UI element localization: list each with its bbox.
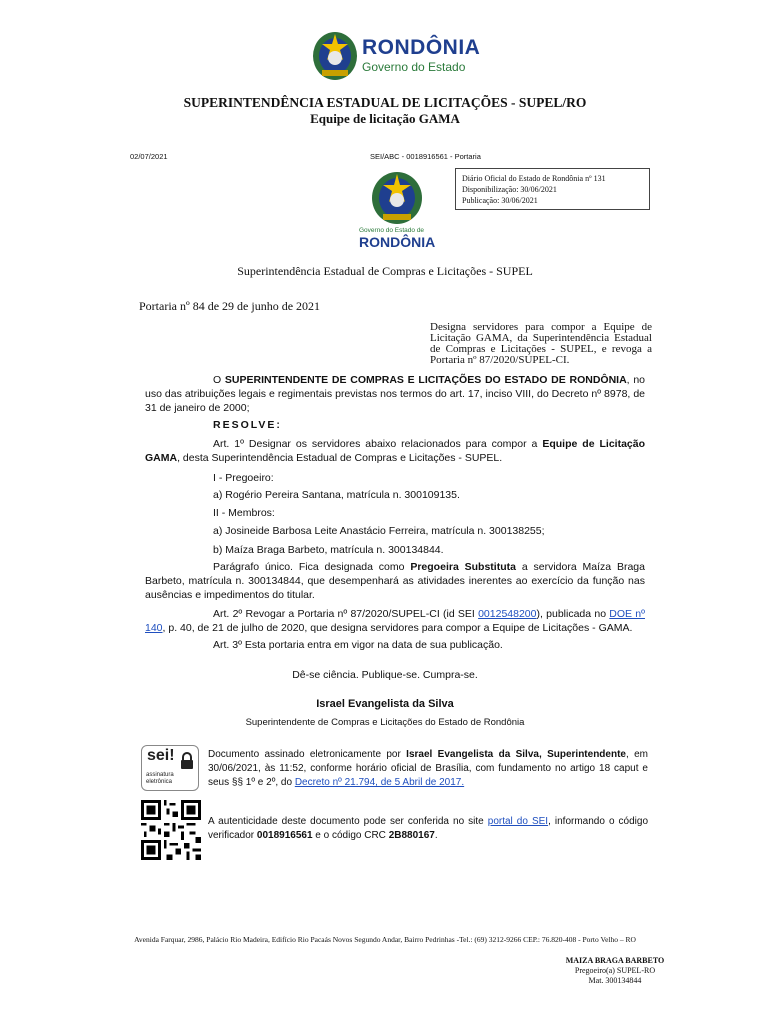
art2-post: , p. 40, de 21 de julho de 2020, que designa servidores para compor a Equipe de Licitações - GAMA.	[162, 622, 633, 634]
opening-paragraph	[145, 373, 645, 415]
auth-end: .	[434, 830, 438, 841]
article-3: Art. 3º Esta portaria entra em vigor na data de sua publicação.	[213, 639, 503, 651]
document-header-subtitle: Equipe de licitação GAMA	[310, 111, 460, 126]
signer-role: Superintendente de Compras e Licitações do Estado de Rondônia	[245, 717, 525, 728]
lock-icon	[180, 752, 194, 770]
opening-bold: SUPERINTENDENTE DE COMPRAS E LICITAÇÕES DO ESTADO DE RONDÔNIA	[224, 374, 627, 386]
logo-brand-text: RONDÔNIA	[362, 36, 481, 59]
sig-pre: Documento assinado eletronicamente por	[208, 749, 407, 760]
doe-link[interactable]: DOE nº 140	[145, 608, 645, 634]
stamp-name: MAIZA BRAGA BARBETO	[565, 956, 665, 965]
opening-pre: O	[213, 374, 225, 386]
sei-logo-subtext: assinatura eletrônica	[146, 772, 174, 785]
art1-bold: Equipe de Licitação GAMA	[145, 438, 646, 464]
paragrafo-pre: Parágrafo único. Fica designada como	[213, 561, 411, 573]
print-date: 02/07/2021	[130, 152, 168, 161]
signer-name: Israel Evangelista da Silva	[316, 698, 454, 710]
portal-sei-link[interactable]: portal do SEI	[487, 816, 549, 827]
portaria-ementa: Designa servidores para compor a Equipe de Licitação GAMA, da Superintendência Estadual de Compras e Licitações - SUPEL, e revoga a Portaria nº 87/2020/SUPEL-CI.	[430, 321, 652, 366]
coat-of-arms-icon	[310, 26, 360, 84]
coat-of-arms-icon	[369, 168, 425, 226]
sei-logo-text: sei!	[147, 747, 175, 764]
opening-post: , no uso das atribuições legais e regimentais previstas nos termos do art. 17, inciso VIII, do Decreto nº 8978, de 31 de janeiro de 2000;	[145, 374, 646, 414]
section-pregoeiro: I - Pregoeiro:	[213, 472, 274, 484]
authenticity-text	[208, 815, 648, 843]
portaria-title: Portaria nº 84 de 29 de junho de 2021	[139, 299, 321, 313]
verifier-code: 0018916561	[256, 830, 313, 841]
doe-line-2: Disponibilização: 30/06/2021	[462, 185, 557, 194]
membros-item-b: b) Maíza Braga Barbeto, matrícula n. 300134844.	[213, 544, 444, 556]
pregoeiro-item-a: a) Rogério Pereira Santana, matrícula n. 300109135.	[213, 489, 460, 501]
document-header-title: SUPERINTENDÊNCIA ESTADUAL DE LICITAÇÕES - SUPEL/RO	[183, 95, 587, 110]
resolve-heading: RESOLVE:	[213, 419, 282, 431]
footer-address: Avenida Farquar, 2986, Palácio Rio Madeira, Edifício Rio Pacaás Novos Segundo Andar, Bairro Pedrinhas -Tel.: (69) 3212-9266 CEP.: 76.820-408 - Porto Velho – RO	[134, 935, 636, 944]
gov-logo-line-1: Governo do Estado de	[359, 227, 425, 234]
doe-line-1: Diário Oficial do Estado de Rondônia nº 131	[462, 174, 606, 183]
electronic-signature-text	[208, 748, 648, 790]
doe-line-3: Publicação: 30/06/2021	[462, 196, 538, 205]
membros-item-a: a) Josineide Barbosa Leite Anastácio Ferreira, matrícula n. 300138255;	[213, 525, 545, 537]
auth-mid2: e o código CRC	[312, 830, 389, 841]
signature-stamp	[530, 956, 700, 986]
agency-name: Superintendência Estadual de Compras e Licitações - SUPEL	[237, 264, 533, 278]
sei-signature-logo	[141, 745, 199, 791]
auth-mid: , informando o código verificador	[208, 816, 648, 841]
art2-pre: Art. 2º Revogar a Portaria nº 87/2020/SUPEL-CI (id SEI	[213, 608, 479, 620]
section-membros: II - Membros:	[213, 507, 275, 519]
article-1	[145, 437, 645, 465]
closing-formula: Dê-se ciência. Publique-se. Cumpra-se.	[292, 669, 478, 681]
auth-pre: A autenticidade deste documento pode ser conferida no site	[208, 816, 488, 827]
rondonia-header-logo	[310, 26, 481, 84]
article-2	[145, 607, 645, 635]
crc-code: 2B880167	[388, 830, 435, 841]
art2-mid: ), publicada no	[536, 608, 610, 620]
paragrafo-bold: Pregoeira Substituta	[410, 561, 516, 573]
paragrafo-post: a servidora Maíza Braga Barbeto, matrícula n. 300134844, que desempenhará as atividades inerentes ao exercício da função nas ausências e impedimentos do titular.	[145, 561, 645, 601]
stamp-id: Mat. 300134844	[588, 976, 642, 985]
qr-code-icon	[141, 800, 201, 860]
sei-id-link[interactable]: 0012548200	[478, 608, 537, 620]
art1-pre: Art. 1º Designar os servidores abaixo relacionados para compor a	[213, 438, 543, 450]
doe-publication-box	[455, 168, 650, 210]
art1-post: , desta Superintendência Estadual de Compras e Licitações - SUPEL.	[177, 452, 503, 464]
governo-rondonia-logo	[355, 168, 435, 258]
paragrafo-unico	[145, 560, 645, 602]
gov-logo-line-2: RONDÔNIA	[359, 234, 436, 250]
sig-bold: Israel Evangelista da Silva, Superintendente	[406, 749, 626, 760]
decree-link[interactable]: Decreto nº 21.794, de 5 Abril de 2017.	[294, 777, 465, 788]
sig-mid: , em 30/06/2021, às 11:52, conforme horário oficial de Brasília, com fundamento no artigo 18 caput e seus §§ 1º e 2º, do	[208, 749, 649, 788]
stamp-role: Pregoeiro(a) SUPEL-RO	[574, 966, 656, 975]
print-reference: SEI/ABC - 0018916561 - Portaria	[370, 152, 481, 161]
logo-sub-text: Governo do Estado	[362, 60, 466, 74]
